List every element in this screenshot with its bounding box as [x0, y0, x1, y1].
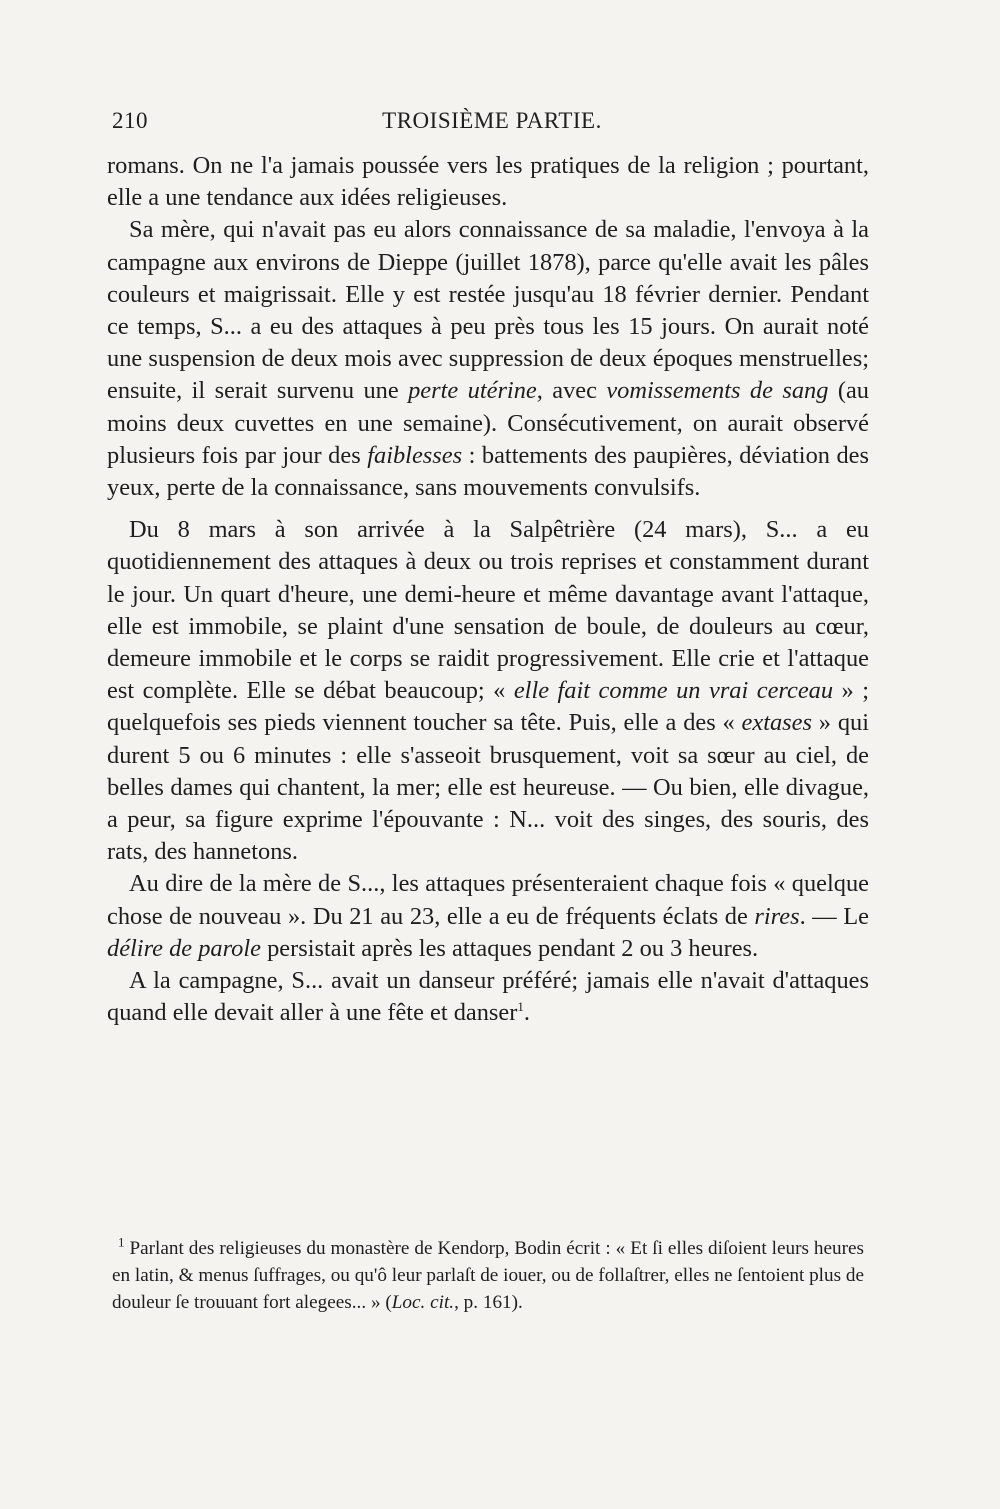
page-number: 210	[112, 108, 148, 133]
italic-term: faiblesses	[367, 441, 463, 469]
footnote	[112, 1235, 864, 1316]
text-run: Parlant des religieuses du monastère de Kendorp, Bodin écrit : « Et ſi elles diſoient leurs heures en latin, & menus ſuffrages, ou qu'ô leur parlaſt de iouer, ou de follaſtrer, elles ne ſentoient plus de douleur ſe trouuant fort alegees... » (	[112, 1238, 864, 1313]
footnote-text	[112, 1235, 864, 1316]
italic-quote: elle fait comme un vrai cerceau	[513, 677, 834, 705]
text-run: persistait après les attaques pendant 2 ou 3 heures.	[260, 934, 759, 962]
text-run: romans. On ne l'a jamais poussée vers les pratiques de la religion ; pourtant, elle a une tendance aux idées religieuses.	[107, 152, 869, 212]
paragraph-4	[107, 868, 869, 965]
paragraph-3	[107, 514, 869, 868]
paragraph-1	[107, 150, 869, 214]
text-run: » ; quelquefois ses pieds viennent toucher sa tête. Puis, elle a des «	[107, 677, 869, 737]
paragraph-5	[107, 965, 869, 1029]
text-run: Au dire de la mère de S..., les attaques présenteraient chaque fois « quelque chose de nouveau ». Du 21 au 23, elle a eu de fréquents éclats de	[107, 870, 869, 930]
text-run: Sa mère, qui n'avait pas eu alors connaissance de sa maladie, l'envoya à la campagne aux environs de Dieppe (juillet 1878), parce qu'elle avait les pâles couleurs et maigrissait. Elle y est restée jusqu'au 18 février dernier. Pendant ce temps, S... a eu des attaques à peu près tous les 15 jours. On aurait noté une suspension de deux mois avec suppression de deux époques menstruelles; ensuite, il serait survenu une	[107, 216, 869, 405]
text-run: » qui durent 5 ou 6 minutes : elle s'asseoit brusquement, voit sa sœur au ciel, de belles dames qui chantent, la mer; elle est heureuse. — Ou bien, elle divague, a peur, sa figure exprime l'épouvante : N... voit des singes, des souris, des rats, des hannetons.	[107, 709, 869, 866]
body-text	[107, 150, 869, 1029]
italic-term: délire de parole	[107, 934, 261, 962]
italic-citation: Loc. cit.	[391, 1292, 455, 1313]
text-run: (au moins deux cuvettes en une semaine). Consécutivement, on aurait observé plusieurs fois par jour des	[107, 377, 870, 469]
footnote-reference[interactable]: 1	[517, 999, 524, 1015]
italic-term: rires	[754, 902, 800, 930]
italic-term: vomissements de sang	[606, 377, 829, 405]
running-head	[112, 108, 872, 142]
italic-term: perte utérine	[408, 377, 537, 405]
text-run: .	[523, 999, 530, 1027]
text-run: . — Le	[799, 902, 869, 930]
running-title: TROISIÈME PARTIE.	[382, 108, 602, 133]
text-run: Du 8 mars à son arrivée à la Salpêtrière (24 mars), S... a eu quotidiennement des attaques à deux ou trois reprises et constamment durant le jour. Un quart d'heure, une demi-heure et même davantage avant l'attaque, elle est immobile, se plaint d'une sensation de boule, de douleurs au cœur, demeure immobile et le corps se raidit progressivement. Elle crie et l'attaque est complète. Elle se débat beaucoup; «	[107, 516, 869, 705]
text-run: , p. 161).	[454, 1292, 523, 1313]
italic-term: extases	[741, 709, 812, 737]
text-run: A la campagne, S... avait un danseur préféré; jamais elle n'avait d'attaques quand elle devait aller à une fête et danser	[107, 967, 869, 1027]
paragraph-2	[107, 214, 869, 504]
text-run: : battements des paupières, déviation des yeux, perte de la connaissance, sans mouvements convulsifs.	[107, 441, 869, 502]
text-run: , avec	[536, 377, 607, 405]
footnote-marker: 1	[118, 1234, 125, 1250]
